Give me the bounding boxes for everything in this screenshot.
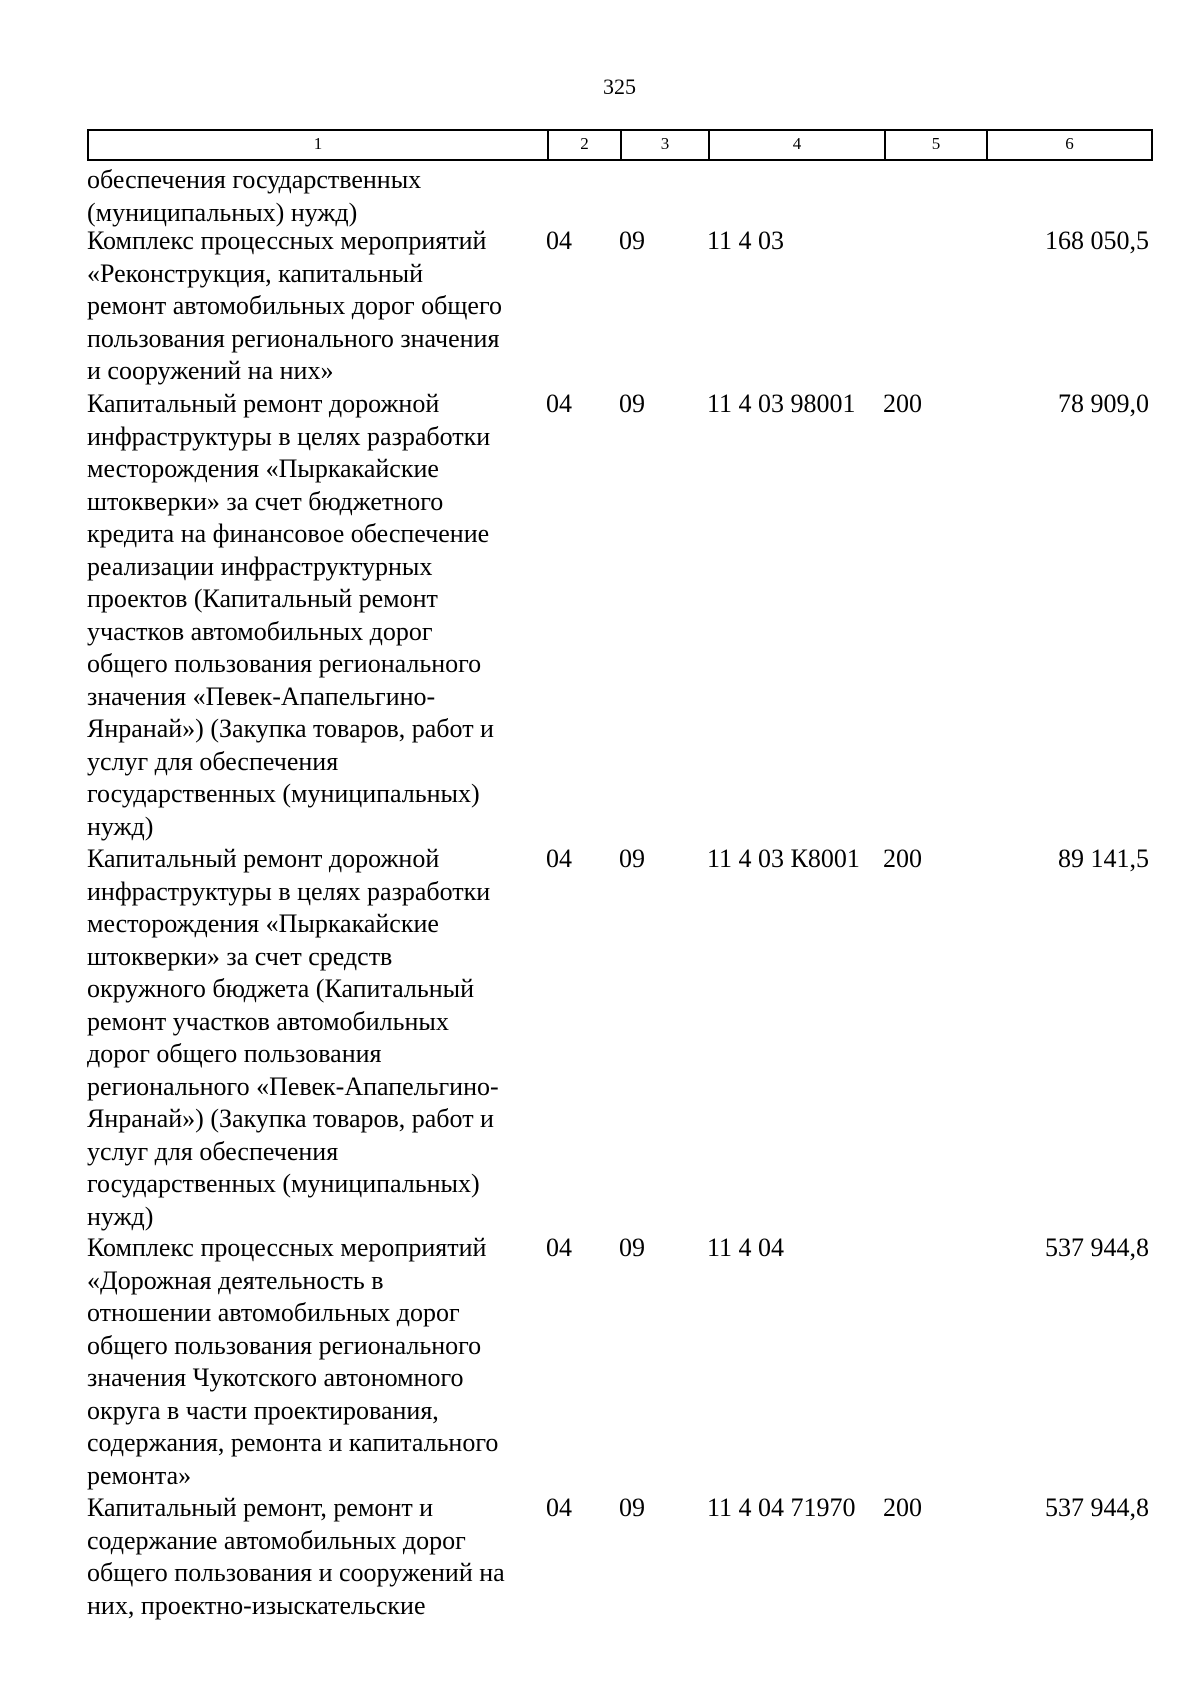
row-name-line: обеспечения государственных <box>87 165 422 194</box>
row-name-line: государственных (муниципальных) <box>87 779 480 808</box>
row-name-line: содержания, ремонта и капитального <box>87 1428 499 1457</box>
row-name-line: Янранай») (Закупка товаров, работ и <box>87 714 494 743</box>
row-name <box>87 1232 547 1492</box>
row-expense-type: 200 <box>883 389 922 418</box>
column-header-5: 5 <box>885 130 987 160</box>
row-name-line: дорог общего пользования <box>87 1039 382 1068</box>
row-name-line: инфраструктуры в целях разработки <box>87 876 491 906</box>
row-name-line: месторождения «Пыркакайские <box>87 909 439 938</box>
row-subsection: 09 <box>619 1233 645 1262</box>
row-name-line: государственных (муниципальных) <box>87 1169 480 1198</box>
row-name-line: Капитальный ремонт, ремонт и <box>87 1493 434 1522</box>
row-section: 04 <box>546 389 572 418</box>
row-name-line: окружного бюджета (Капитальный <box>87 974 475 1003</box>
row-name-line: Комплекс процессных мероприятий <box>87 1233 487 1262</box>
row-name-line: кредита на финансовое обеспечение <box>87 519 490 548</box>
row-subsection: 09 <box>619 226 645 255</box>
row-target-article: 11 4 04 <box>707 1233 785 1262</box>
row-target-article: 11 4 03 98001 <box>707 389 856 418</box>
row-name-line: штокверки» за счет средств <box>87 941 393 971</box>
column-header-4: 4 <box>709 130 885 160</box>
row-name-line: ремонт участков автомобильных <box>87 1006 449 1036</box>
row-name-line: ремонт автомобильных дорог общего <box>87 291 502 320</box>
row-amount: 168 050,5 <box>1045 226 1149 255</box>
row-section: 04 <box>546 844 572 873</box>
row-name-line: нужд) <box>87 811 154 841</box>
row-section: 04 <box>546 226 572 255</box>
row-name-line: Комплекс процессных мероприятий <box>87 226 487 255</box>
row-name-line: регионального «Певек-Апапельгино- <box>87 1071 499 1101</box>
row-name-line: нужд) <box>87 1201 154 1231</box>
column-header-table <box>87 129 1153 161</box>
row-name-line: значения Чукотского автономного <box>87 1363 464 1392</box>
row-amount: 89 141,5 <box>1058 844 1149 873</box>
row-name-line: услуг для обеспечения <box>87 1136 339 1166</box>
column-header-6: 6 <box>987 130 1152 160</box>
row-name <box>87 225 547 388</box>
row-subsection: 09 <box>619 389 645 418</box>
row-name-line: «Реконструкция, капитальный <box>87 258 424 288</box>
row-name-line: «Дорожная деятельность в <box>87 1265 384 1295</box>
row-name-line: содержание автомобильных дорог <box>87 1525 466 1555</box>
row-amount: 537 944,8 <box>1045 1233 1149 1262</box>
row-expense-type: 200 <box>883 1493 922 1522</box>
column-header-3: 3 <box>621 130 709 160</box>
row-section: 04 <box>546 1493 572 1522</box>
column-header-1: 1 <box>88 130 548 160</box>
row-target-article: 11 4 03 К8001 <box>707 844 860 873</box>
row-name-line: общего пользования и сооружений на <box>87 1558 505 1587</box>
row-subsection: 09 <box>619 1493 645 1522</box>
column-header-row <box>88 130 1152 160</box>
row-amount: 537 944,8 <box>1045 1493 1149 1522</box>
row-target-article: 11 4 04 71970 <box>707 1493 856 1522</box>
row-name-line: и сооружений на них» <box>87 356 334 385</box>
row-name-line: Капитальный ремонт дорожной <box>87 844 440 873</box>
row-name-line: них, проектно-изыскательские <box>87 1590 426 1620</box>
row-name-line: округа в части проектирования, <box>87 1395 439 1425</box>
row-name-line: Капитальный ремонт дорожной <box>87 389 440 418</box>
row-target-article: 11 4 03 <box>707 226 785 255</box>
row-name-line: ремонта» <box>87 1460 192 1490</box>
row-name <box>87 164 547 229</box>
row-name-line: отношении автомобильных дорог <box>87 1298 460 1327</box>
row-name-line: штокверки» за счет бюджетного <box>87 486 444 516</box>
row-name <box>87 843 547 1233</box>
column-header-2: 2 <box>548 130 621 160</box>
row-name-line: Янранай») (Закупка товаров, работ и <box>87 1104 494 1133</box>
row-name-line: (муниципальных) нужд) <box>87 197 358 227</box>
row-name-line: значения «Певек-Апапельгино- <box>87 681 436 711</box>
row-name <box>87 388 547 843</box>
row-name-line: инфраструктуры в целях разработки <box>87 421 491 451</box>
row-name <box>87 1492 547 1622</box>
row-section: 04 <box>546 1233 572 1262</box>
row-expense-type: 200 <box>883 844 922 873</box>
page-number: 325 <box>603 74 636 99</box>
row-amount: 78 909,0 <box>1058 389 1149 418</box>
row-name-line: участков автомобильных дорог <box>87 616 433 646</box>
row-name-line: реализации инфраструктурных <box>87 551 433 581</box>
row-name-line: услуг для обеспечения <box>87 746 339 776</box>
row-name-line: пользования регионального значения <box>87 323 500 353</box>
row-subsection: 09 <box>619 844 645 873</box>
row-name-line: проектов (Капитальный ремонт <box>87 584 438 613</box>
row-name-line: общего пользования регионального <box>87 649 482 678</box>
row-name-line: месторождения «Пыркакайские <box>87 454 439 483</box>
row-name-line: общего пользования регионального <box>87 1330 482 1360</box>
